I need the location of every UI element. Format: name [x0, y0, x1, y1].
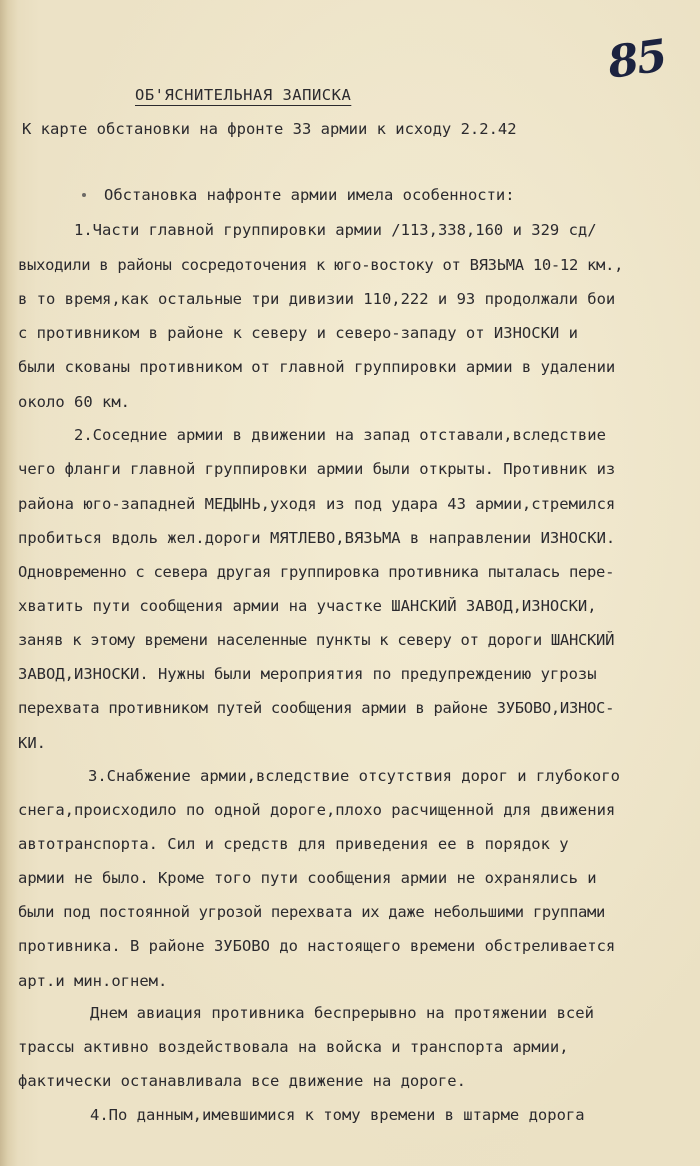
body-line: КИ. — [18, 734, 46, 752]
body-line: Одновременно с севера другая группировка противника пыталась пере- — [18, 563, 615, 581]
body-line: пробиться вдоль жел.дороги МЯТЛЕВО,ВЯЗЬМА в направлении ИЗНОСКИ. — [18, 529, 616, 547]
body-line: выходили в районы сосредоточения к юго-востоку от ВЯЗЬМА 10-12 км., — [18, 256, 624, 274]
body-line: были под постоянной угрозой перехвата их даже небольшими группами — [18, 903, 606, 921]
body-line: арт.и мин.огнем. — [18, 972, 168, 990]
body-line: снега,происходило по одной дороге,плохо расчищенной для движения — [18, 801, 616, 819]
body-line: трассы активно воздействовала на войска и транспорта армии, — [18, 1038, 569, 1056]
body-line: Днем авиация противника беспрерывно на протяжении всей — [90, 1004, 594, 1022]
body-line: чего фланги главной группировки армии были открыты. Противник из — [18, 460, 616, 478]
body-line: заняв к этому времени населенные пункты к северу от дороги ШАНСКИЙ — [18, 631, 615, 649]
body-line: ЗАВОД,ИЗНОСКИ. Нужны были мероприятия по предупреждению угрозы — [18, 665, 597, 683]
body-line: 4.По данным,имевшимися к тому времени в штарме дорога — [90, 1106, 585, 1124]
body-line: автотранспорта. Сил и средств для приведения ее в порядок у — [18, 835, 569, 853]
body-line: фактически останавливала все движение на дороге. — [18, 1072, 466, 1090]
body-line: около 60 км. — [18, 393, 130, 411]
document-title: ОБ'ЯСНИТЕЛЬНАЯ ЗАПИСКА — [135, 86, 352, 104]
body-line: были скованы противником от главной группировки армии в удалении — [18, 358, 616, 376]
ink-dot-mark — [82, 193, 86, 197]
document-subtitle: К карте обстановки на фронте 33 армии к исходу 2.2.42 — [22, 120, 517, 138]
handwritten-page-number: 85 — [604, 30, 669, 89]
body-line: 1.Части главной группировки армии /113,338,160 и 329 сд/ — [74, 221, 597, 239]
body-line: хватить пути сообщения армии на участке ШАНСКИЙ ЗАВОД,ИЗНОСКИ, — [18, 597, 597, 615]
body-line: перехвата противником путей сообщения армии в районе ЗУБОВО,ИЗНОС- — [18, 699, 615, 717]
body-line: с противником в районе к северу и северо-западу от ИЗНОСКИ и — [18, 324, 578, 342]
body-line: района юго-западней МЕДЫНЬ,уходя из под удара 43 армии,стремился — [18, 495, 616, 513]
body-line: Обстановка нафронте армии имела особенности: — [104, 186, 515, 204]
body-line: 3.Снабжение армии,вследствие отсутствия дорог и глубокого — [88, 767, 620, 785]
body-line: противника. В районе ЗУБОВО до настоящего времени обстреливается — [18, 937, 616, 955]
body-line: в то время,как остальные три дивизии 110,222 и 93 продолжали бои — [18, 290, 616, 308]
body-line: 2.Соседние армии в движении на запад отставали,вследствие — [74, 426, 606, 444]
body-line: армии не было. Кроме того пути сообщения армии не охранялись и — [18, 869, 597, 887]
